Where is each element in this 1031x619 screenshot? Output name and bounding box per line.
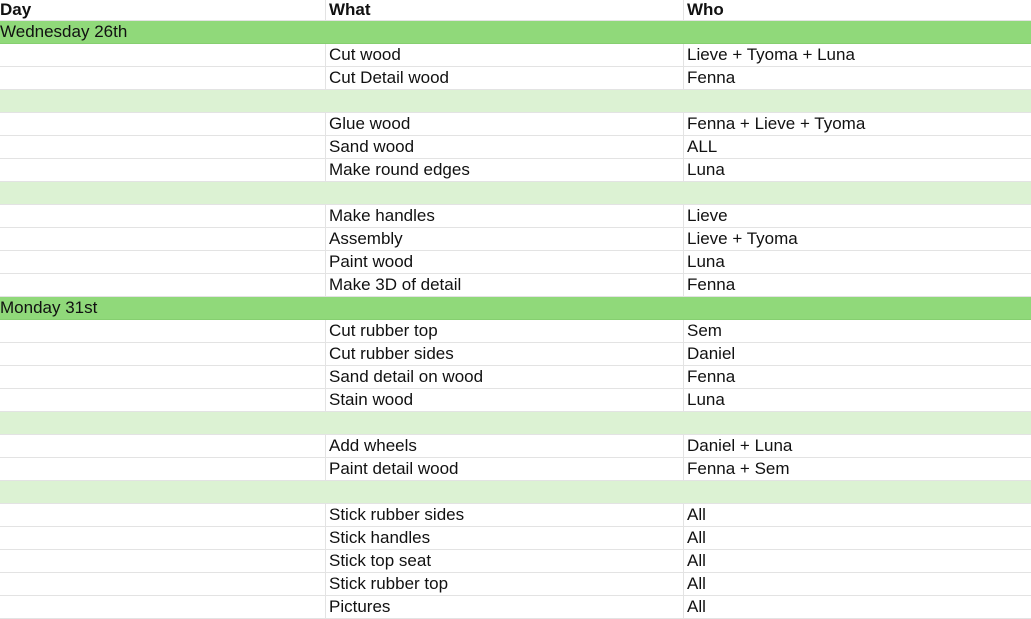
table-row [0, 251, 1031, 274]
day-row [0, 21, 1031, 44]
day-cell[interactable] [0, 44, 325, 66]
day-cell[interactable] [0, 320, 325, 342]
day-cell[interactable] [0, 274, 325, 296]
what-cell[interactable]: Make handles [325, 205, 683, 227]
what-cell[interactable] [325, 21, 683, 43]
day-cell[interactable] [0, 366, 325, 388]
day-cell[interactable] [0, 67, 325, 89]
table-row [0, 44, 1031, 67]
what-cell[interactable]: Cut rubber top [325, 320, 683, 342]
who-cell[interactable] [683, 21, 1031, 43]
what-cell[interactable]: Stick top seat [325, 550, 683, 572]
what-cell[interactable]: Paint detail wood [325, 458, 683, 480]
day-cell[interactable] [0, 412, 325, 434]
day-cell[interactable] [0, 527, 325, 549]
what-cell[interactable]: Assembly [325, 228, 683, 250]
who-cell[interactable]: Fenna [683, 274, 1031, 296]
who-cell[interactable]: Luna [683, 389, 1031, 411]
table-row [0, 527, 1031, 550]
spacer-row [0, 412, 1031, 435]
day-cell[interactable] [0, 458, 325, 480]
what-cell[interactable] [325, 297, 683, 319]
who-cell[interactable]: Luna [683, 251, 1031, 273]
day-cell[interactable] [0, 136, 325, 158]
table-row [0, 228, 1031, 251]
who-cell[interactable] [683, 412, 1031, 434]
table-row [0, 274, 1031, 297]
who-cell[interactable]: ALL [683, 136, 1031, 158]
table-row [0, 573, 1031, 596]
what-cell[interactable] [325, 182, 683, 204]
table-row [0, 113, 1031, 136]
day-row [0, 297, 1031, 320]
what-cell[interactable]: Cut wood [325, 44, 683, 66]
who-cell[interactable] [683, 182, 1031, 204]
who-cell[interactable]: All [683, 504, 1031, 526]
table-row [0, 504, 1031, 527]
day-cell[interactable] [0, 159, 325, 181]
day-cell[interactable] [0, 596, 325, 618]
day-cell[interactable] [0, 550, 325, 572]
who-cell[interactable]: Daniel + Luna [683, 435, 1031, 457]
day-cell[interactable] [0, 343, 325, 365]
who-cell[interactable]: Fenna + Sem [683, 458, 1031, 480]
who-cell[interactable]: All [683, 596, 1031, 618]
who-cell[interactable]: All [683, 573, 1031, 595]
what-cell[interactable]: Pictures [325, 596, 683, 618]
day-cell[interactable] [0, 113, 325, 135]
who-cell[interactable] [683, 90, 1031, 112]
table-row [0, 458, 1031, 481]
table-row [0, 435, 1031, 458]
what-cell[interactable] [325, 481, 683, 503]
day-cell[interactable] [0, 205, 325, 227]
what-cell[interactable]: Stick handles [325, 527, 683, 549]
table-body [0, 21, 1031, 619]
what-cell[interactable]: Sand detail on wood [325, 366, 683, 388]
table-row [0, 389, 1031, 412]
table-row [0, 343, 1031, 366]
day-cell[interactable]: Wednesday 26th [0, 22, 128, 41]
what-cell[interactable]: Add wheels [325, 435, 683, 457]
table-row [0, 320, 1031, 343]
what-cell[interactable]: Paint wood [325, 251, 683, 273]
day-cell[interactable] [0, 228, 325, 250]
what-cell[interactable]: Make 3D of detail [325, 274, 683, 296]
who-cell[interactable] [683, 297, 1031, 319]
who-cell[interactable]: Luna [683, 159, 1031, 181]
what-cell[interactable]: Stick rubber top [325, 573, 683, 595]
what-cell[interactable]: Cut rubber sides [325, 343, 683, 365]
header-what[interactable]: What [325, 0, 683, 20]
day-cell[interactable] [0, 504, 325, 526]
header-who[interactable]: Who [683, 0, 1031, 20]
day-cell[interactable] [0, 90, 325, 112]
header-day[interactable]: Day [0, 0, 32, 19]
who-cell[interactable]: All [683, 550, 1031, 572]
day-cell[interactable]: Monday 31st [0, 298, 98, 317]
who-cell[interactable]: Daniel [683, 343, 1031, 365]
table-row [0, 159, 1031, 182]
who-cell[interactable]: Fenna [683, 67, 1031, 89]
table-row [0, 550, 1031, 573]
what-cell[interactable] [325, 90, 683, 112]
who-cell[interactable]: Lieve + Tyoma + Luna [683, 44, 1031, 66]
who-cell[interactable]: All [683, 527, 1031, 549]
table-row [0, 596, 1031, 619]
spacer-row [0, 481, 1031, 504]
table-row [0, 205, 1031, 228]
day-cell[interactable] [0, 435, 325, 457]
who-cell[interactable] [683, 481, 1031, 503]
day-cell[interactable] [0, 573, 325, 595]
table-row [0, 366, 1031, 389]
day-cell[interactable] [0, 182, 325, 204]
what-cell[interactable]: Stick rubber sides [325, 504, 683, 526]
what-cell[interactable]: Stain wood [325, 389, 683, 411]
what-cell[interactable] [325, 412, 683, 434]
table-row [0, 136, 1031, 159]
who-cell[interactable]: Fenna [683, 366, 1031, 388]
what-cell[interactable]: Cut Detail wood [325, 67, 683, 89]
what-cell[interactable]: Sand wood [325, 136, 683, 158]
table-row [0, 67, 1031, 90]
what-cell[interactable]: Make round edges [325, 159, 683, 181]
day-cell[interactable] [0, 481, 325, 503]
spacer-row [0, 90, 1031, 113]
who-cell[interactable]: Sem [683, 320, 1031, 342]
what-cell[interactable]: Glue wood [325, 113, 683, 135]
who-cell[interactable]: Fenna + Lieve + Tyoma [683, 113, 1031, 135]
day-cell[interactable] [0, 389, 325, 411]
spacer-row [0, 182, 1031, 205]
header-row [0, 0, 1031, 21]
who-cell[interactable]: Lieve + Tyoma [683, 228, 1031, 250]
day-cell[interactable] [0, 251, 325, 273]
who-cell[interactable]: Lieve [683, 205, 1031, 227]
